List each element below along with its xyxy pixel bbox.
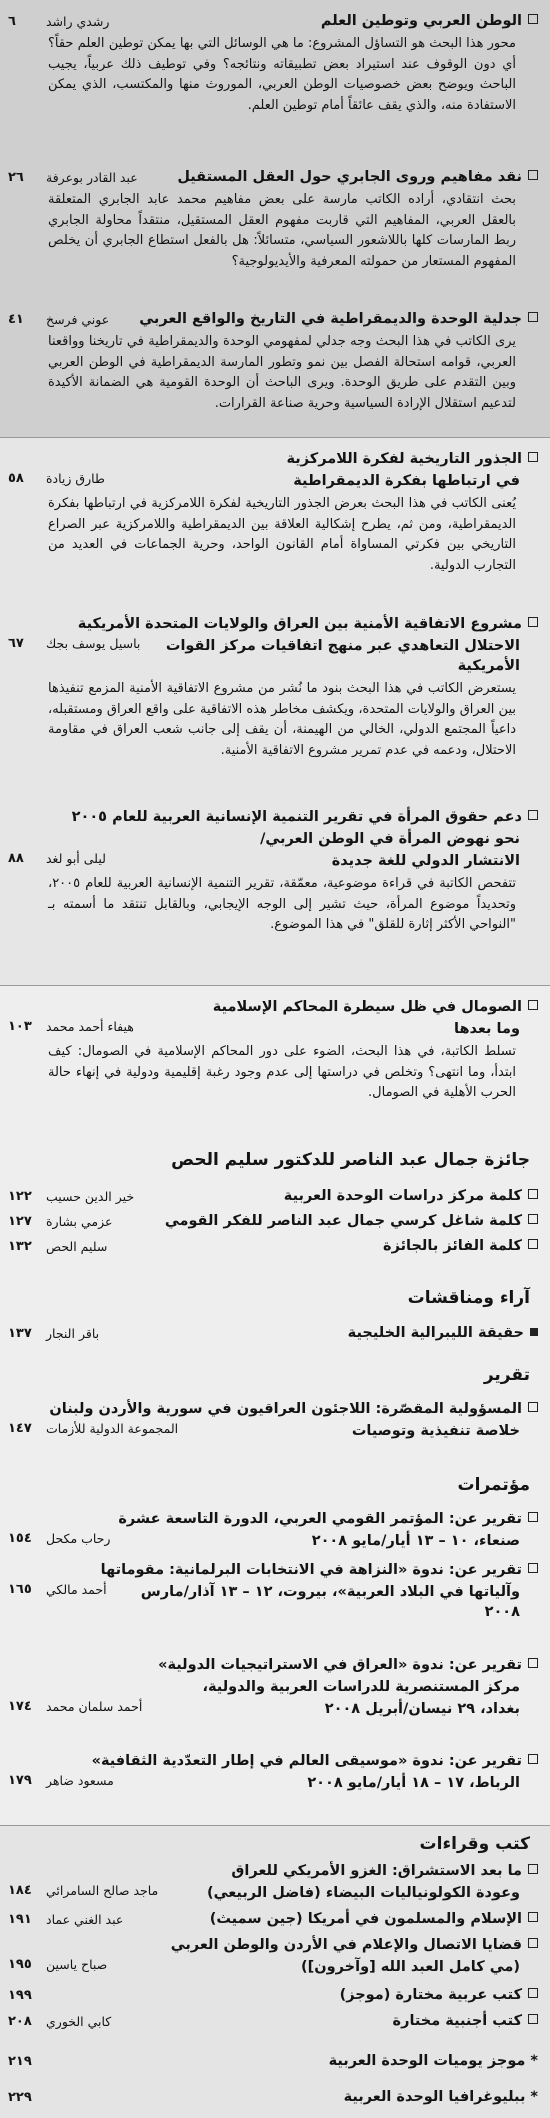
entry-title: جدلية الوحدة والديمقراطية في التاريخ والواقع العربي	[109, 310, 538, 329]
entry-author: سليم الحص	[46, 1239, 108, 1254]
entry-title: ما بعد الاستشراق: الغزو الأمريكي للعراق	[8, 1862, 538, 1881]
checkbox-icon	[528, 1512, 538, 1522]
entry-title: تقرير عن: المؤتمر القومي العربي، الدورة التاسعة عشرة	[8, 1510, 538, 1529]
toc-entry[interactable]	[8, 168, 538, 272]
entry-subtitle: (مي كامل العبد الله [وآخرون])	[300, 1959, 520, 1975]
entry-title: كلمة الفائز بالجائزة	[107, 1237, 538, 1256]
toc-entry[interactable]	[8, 2088, 538, 2107]
checkbox-icon	[528, 1988, 538, 1998]
asterisk-icon: *	[530, 2089, 538, 2105]
entry-title: *ببليوغرافيا الوحدة العربية	[343, 2089, 538, 2105]
entry-author: ليلى أبو لغد	[46, 851, 106, 866]
entry-title: كتب عربية مختارة (موجز)	[46, 1986, 538, 2005]
entry-abstract: يُعنى الكاتب في هذا البحث بعرض الجذور التاريخية لفكرة اللامركزية في ارتباطها بفكرة الديمقراطية، ومن ثم، يطرح إشكالية العلاقة بين الديمقراطية واللامركزية عبر الصراع التاريخي بين فكرتي المساواة أمام القانون الواحد، وحرية الجماعات في العديد من التجارب الدولية.	[48, 496, 516, 573]
entry-title: كلمة مركز دراسات الوحدة العربية	[134, 1187, 538, 1206]
entry-subtitle: الاحتلال التعاهدي عبر منهج اتفاقيات مركز القوات الأمريكية	[165, 638, 520, 674]
toc-entry[interactable]	[8, 1237, 538, 1256]
entry-subtitle: وآلياتها في البلاد العربية»، بيروت، ١٢ – ١٣ آذار/مارس ٢٠٠٨	[140, 1584, 520, 1620]
section-heading: مؤتمرات	[457, 1475, 530, 1495]
entry-page: ١٣٢	[8, 1239, 32, 1254]
checkbox-icon	[528, 1658, 538, 1668]
entry-title: كلمة شاغل كرسي جمال عبد الناصر للفكر القومي	[112, 1212, 538, 1231]
entry-subtitle: الرباط، ١٧ – ١٨ أيار/مايو ٢٠٠٨	[307, 1775, 520, 1791]
checkbox-icon	[528, 14, 538, 24]
checkbox-icon	[528, 170, 538, 180]
entry-title: الوطن العربي وتوطين العلم	[109, 12, 538, 31]
section-heading: تقرير	[483, 1365, 530, 1385]
toc-entry[interactable]	[8, 615, 538, 761]
entry-abstract: محور هذا البحث هو التساؤل المشروع: ما هي الوسائل التي بها يمكن توطين العلم حقاً؟ أي دون الوقوف عند استيراد بعض تطبيقاته ونتائجه؟ وفي توطيف ذلك عربياً، يجيب الباحث ويوضح بعض خصوصيات الوطن العربي، الموروث منها والمكتسب، الذي يمكن الاستفادة منه، والذي يقف عائقاً أمام توطين العلم.	[48, 36, 516, 113]
entry-abstract: يرى الكاتب في هذا البحث وجه جدلي لمفهومي الوحدة والديمقراطية في تاريخنا وواقعنا العربي، قوامه استحالة الفصل بين نمو وتطور المارسة الديمقراطية في الوطن العربي وبين التقدم على طريق الوحدة. ويرى الباحث أن الوحدة القومية هي الضمانة الأكيدة لتدعيم استقلال الإرادة السياسية وحرية صناعة القرارات.	[48, 334, 516, 411]
entry-page: ١٧٤	[8, 1699, 32, 1714]
checkbox-icon	[528, 1402, 538, 1412]
entry-author: هيفاء أحمد محمد	[46, 1019, 134, 1034]
entry-page: ١٤٧	[8, 1421, 32, 1436]
checkbox-icon	[528, 810, 538, 820]
entry-abstract: يستعرض الكاتب في هذا البحث بنود ما نُشر من مشروع الاتفاقية الأمنية المزمع تنفيذها بين العراق والولايات المتحدة، ويكشف مخاطر هذه الاتفاقية على واقع العراق ومستقبله، داعياً المجتمع الدولي، الخالي من الهيمنة، أن يقف إلى جانب شعب العراق في مقاومة الاحتلال، ودعمه في عدم تمرير مشروع الاتفاقية الأمنية.	[48, 681, 516, 758]
checkbox-icon	[528, 312, 538, 322]
entry-author: عبد القادر بوعرفة	[46, 170, 138, 185]
checkbox-icon	[528, 2014, 538, 2024]
entry-subtitle: بغداد، ٢٩ نيسان/أبريل ٢٠٠٨	[324, 1701, 520, 1717]
toc-entry[interactable]	[8, 808, 538, 936]
toc-entry[interactable]	[8, 1324, 538, 1343]
entry-author: ماجد صالح السامرائي	[46, 1883, 159, 1898]
entry-author: رشدي راشد	[46, 14, 110, 29]
checkbox-icon	[528, 1912, 538, 1922]
toc-entry[interactable]	[8, 2052, 538, 2071]
entry-page: ١٨٤	[8, 1883, 32, 1898]
entry-abstract: بحث انتقادي، أراده الكاتب مارسة على بعض مفاهيم محمد عابد الجابري المتعلقة بالعقل العربي، المفاهيم التي قاربت مفهوم العقل المستقيل، منتقداً محاولة الجابري ربط المارسات كلها باللاشعور السياسي، متسائلاً: هل بالفعل استطاع الجابري أن يخلص المفهوم المستعار من حمولته المعرفية والأيديولوجية؟	[48, 192, 516, 269]
entry-title: حقيقة الليبرالية الخليجية	[99, 1324, 538, 1343]
toc-entry[interactable]	[8, 1400, 538, 1441]
asterisk-icon: *	[530, 2053, 538, 2069]
entry-page: ٦	[8, 14, 16, 29]
entry-subtitle: وما بعدها	[454, 1021, 520, 1037]
entry-title: تقرير عن: ندوة «موسيقى العالم في إطار التعدّدية الثقافية»	[8, 1752, 538, 1771]
checkbox-icon	[528, 1563, 538, 1573]
entry-title: نقد مفاهيم وروى الجابري حول العقل المستقيل	[138, 168, 538, 187]
section-heading: جائزة جمال عبد الناصر للدكتور سليم الحص	[171, 1150, 530, 1170]
entry-author: طارق زيادة	[46, 471, 105, 486]
entry-page: ٢٠٨	[8, 2014, 32, 2029]
checkbox-icon	[528, 1864, 538, 1874]
entry-author: صباح ياسين	[46, 1957, 108, 1972]
toc-entry[interactable]	[8, 12, 538, 116]
toc-entry[interactable]	[8, 1561, 538, 1622]
entry-page: ١٣٧	[8, 1326, 32, 1341]
entry-author: باسيل يوسف بجك	[46, 636, 141, 651]
checkbox-icon	[528, 452, 538, 462]
entry-author: أحمد مالكي	[46, 1582, 107, 1597]
toc-entry[interactable]	[8, 1910, 538, 1929]
entry-page: ١٠٣	[8, 1019, 32, 1034]
entry-subtitle: نحو نهوض المرأة في الوطن العربي/	[260, 831, 520, 847]
toc-entry[interactable]	[8, 1986, 538, 2005]
checkbox-icon	[528, 617, 538, 627]
entry-title: مشروع الاتفاقية الأمنية بين العراق والولايات المتحدة الأمريكية	[8, 615, 538, 634]
entry-page: ١٩٩	[8, 1988, 32, 2003]
entry-page: ١٧٩	[8, 1773, 32, 1788]
entry-page: ١٩٥	[8, 1957, 32, 1972]
checkbox-icon	[528, 1239, 538, 1249]
entry-page: ٨٨	[8, 851, 24, 866]
entry-page: ١٩١	[8, 1912, 32, 1927]
checkbox-icon	[528, 1754, 538, 1764]
toc-entry[interactable]	[8, 998, 538, 1104]
entry-author: مسعود ضاهر	[46, 1773, 114, 1788]
section-heading: كتب وقراءات	[419, 1834, 530, 1854]
entry-abstract: تتفحص الكاتبة في قراءة موضوعية، معمّقة، تقرير التنمية الإنسانية العربية للعام ٢٠٠٥، وتحديداً موضوع المرأة، حيث تشير إلى الوجه الإيجابي، وبالقابل تنتقد ما أسمته بـ "النواحي الأكثر إثارة للقلق" في هذا الموضوع.	[48, 876, 516, 932]
filled-square-icon	[530, 1328, 538, 1336]
entry-title: *موجز يوميات الوحدة العربية	[328, 2053, 538, 2069]
entry-page: ٢٦	[8, 170, 24, 185]
entry-author: كابي الخوري	[46, 2014, 112, 2029]
entry-abstract: تسلط الكاتبة، في هذا البحث، الضوء على دور المحاكم الإسلامية في الصومال: كيف ابتدأ، وما انتهى؟ وتخلص في دراستها إلى عدم وجود رغبة إقليمية ودولية في إنهاء حالة الحرب الأهلية في الصومال.	[48, 1044, 516, 1100]
toc-entry[interactable]	[8, 1936, 538, 1977]
entry-page: ١٢٢	[8, 1189, 32, 1204]
toc-entry[interactable]	[8, 450, 538, 576]
checkbox-icon	[528, 1214, 538, 1224]
divider	[0, 985, 550, 986]
toc-entry[interactable]	[8, 1510, 538, 1551]
entry-title: المسؤولية المقصّرة: اللاجئون العراقيون في سورية والأردن ولبنان	[8, 1400, 538, 1419]
entry-page: ١٢٧	[8, 1214, 32, 1229]
section-heading: آراء ومناقشات	[407, 1288, 530, 1308]
entry-subtitle: الانتشار الدولي للغة جديدة	[331, 853, 520, 869]
divider	[0, 437, 550, 438]
entry-author: المجموعة الدولية للأزمات	[46, 1421, 179, 1436]
toc-entry[interactable]	[8, 1212, 538, 1231]
entry-title: كتب أجنبية مختارة	[111, 2012, 538, 2031]
checkbox-icon	[528, 1000, 538, 1010]
toc-entry[interactable]	[8, 1752, 538, 1793]
entry-page: ٢١٩	[8, 2054, 32, 2069]
toc-entry[interactable]	[8, 1656, 538, 1719]
entry-title: دعم حقوق المرأة في تقرير التنمية الإنسانية العربية للعام ٢٠٠٥	[8, 808, 538, 827]
entry-title: الإسلام والمسلمون في أمريكا (جين سميث)	[123, 1910, 538, 1929]
entry-author: خير الدين حسيب	[46, 1189, 135, 1204]
entry-page: ٢٢٩	[8, 2090, 32, 2105]
entry-subtitle: وعودة الكولونياليات البيضاء (فاضل الربيعي)	[206, 1885, 520, 1901]
entry-page: ٦٧	[8, 636, 24, 651]
entry-author: باقر النجار	[46, 1326, 100, 1341]
entry-author: عوني فرسخ	[46, 312, 110, 327]
entry-title: الجذور التاريخية لفكرة اللامركزية	[8, 450, 538, 469]
toc-entry[interactable]	[8, 1862, 538, 1903]
toc-entry[interactable]	[8, 2012, 538, 2031]
entry-title: تقرير عن: ندوة «النزاهة في الانتخابات البرلمانية: مقوماتها	[8, 1561, 538, 1580]
entry-page: ١٥٤	[8, 1531, 32, 1546]
divider	[0, 1825, 550, 1826]
entry-page: ٥٨	[8, 471, 24, 486]
checkbox-icon	[528, 1938, 538, 1948]
entry-page: ١٦٥	[8, 1582, 32, 1597]
entry-subtitle: مركز المستنصرية للدراسات العربية والدولية،	[202, 1679, 520, 1695]
entry-author: رحاب مكحل	[46, 1531, 111, 1546]
entry-subtitle: في ارتباطها بفكرة الديمقراطية	[293, 473, 520, 489]
entry-subtitle: صنعاء، ١٠ – ١٣ أيار/مايو ٢٠٠٨	[311, 1533, 520, 1549]
entry-author: عبد الغني عماد	[46, 1912, 124, 1927]
checkbox-icon	[528, 1189, 538, 1199]
entry-author: عزمي بشارة	[46, 1214, 113, 1229]
entry-page: ٤١	[8, 312, 24, 327]
entry-title: الصومال في ظل سيطرة المحاكم الإسلامية	[8, 998, 538, 1017]
entry-title: تقرير عن: ندوة «العراق في الاستراتيجيات الدولية»	[8, 1656, 538, 1675]
entry-subtitle: خلاصة تنفيذية وتوصيات	[351, 1423, 520, 1439]
entry-author: أحمد سلمان محمد	[46, 1699, 143, 1714]
toc-entry[interactable]	[8, 310, 538, 414]
toc-entry[interactable]	[8, 1187, 538, 1206]
entry-title: قضايا الاتصال والإعلام في الأردن والوطن العربي	[8, 1936, 538, 1955]
